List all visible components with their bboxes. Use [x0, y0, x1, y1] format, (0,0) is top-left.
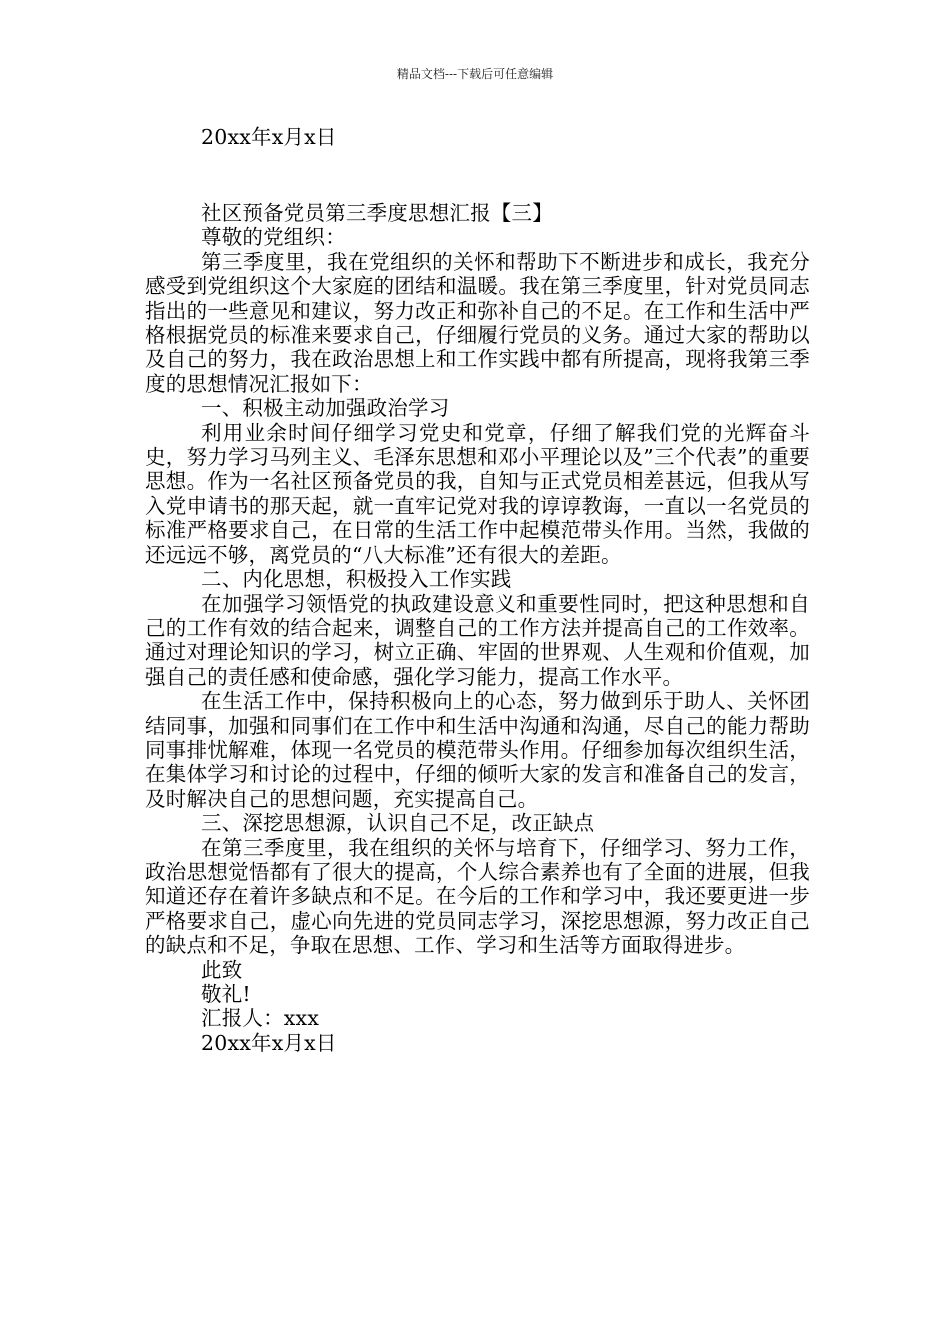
section-2-paragraph-1: 在加强学习领悟党的执政建设意义和重要性同时，把这种思想和自己的工作有效的结合起来，调整自己的工作方法并提高自己的工作效率。通过对理论知识的学习，树立正确、牢固的世界观、人生观和价值观，加强自己的责任感和使命感，强化学习能力，提高工作水平。: [145, 591, 810, 689]
report-title: 社区预备党员第三季度思想汇报【三】: [201, 201, 553, 225]
closing-cizhi: 此致: [201, 957, 243, 982]
intro-paragraph: 第三季度里，我在党组织的关怀和帮助下不断进步和成长，我充分感受到党组织这个大家庭的团结和温暖。我在第三季度里，针对党员同志指出的一些意见和建议，努力改正和弥补自己的不足。在工作和生活中严格根据党员的标准来要求自己，仔细履行党员的义务。通过大家的帮助以及自己的努力，我在政治思想上和工作实践中都有所提高，现将我第三季度的思想情况汇报如下：: [145, 249, 810, 396]
date-text: 20xx年x月x日: [201, 125, 337, 149]
reporter-signature: 汇报人：xxx: [201, 1006, 320, 1031]
top-date: [145, 125, 810, 149]
end-date: 20xx年x月x日: [201, 1030, 337, 1055]
closing-jingli: 敬礼!: [201, 982, 251, 1006]
section-heading-3: 三、深挖思想源，认识自己不足，改正缺点: [201, 811, 595, 836]
section-2-paragraph-2: 在生活工作中，保持积极向上的心态，努力做到乐于助人、关怀团结同事，加强和同事们在工作中和生活中沟通和沟通，尽自己的能力帮助同事排忧解难，体现一名党员的模范带头作用。仔细参加每次组织生活，在集体学习和讨论的过程中，仔细的倾听大家的发言和准备自己的发言，及时解决自己的思想问题，充实提高自己。: [145, 689, 810, 811]
section-3-paragraph: 在第三季度里，我在组织的关怀与培育下，仔细学习、努力工作，政治思想觉悟都有了很大的提高，个人综合素养也有了全面的进展，但我知道还存在着许多缺点和不足。在今后的工作和学习中，我还要更进一步严格要求自己，虚心向先进的党员同志学习，深挖思想源，努力改正自己的缺点和不足，争取在思想、工作、学习和生活等方面取得进步。: [145, 835, 810, 958]
section-heading-1: 一、积极主动加强政治学习: [201, 396, 450, 421]
salutation: 尊敬的党组织：: [201, 225, 346, 250]
report-body: [145, 201, 810, 1055]
section-heading-2: 二、内化思想，积极投入工作实践: [201, 567, 512, 592]
page-header-watermark: 精品文档---下载后可任意编辑: [396, 67, 554, 81]
section-1-paragraph: 利用业余时间仔细学习党史和党章，仔细了解我们党的光辉奋斗史，努力学习马列主义、毛泽东思想和邓小平理论以及”三个代表”的重要思想。作为一名社区预备党员的我，自知与正式党员相差甚远，但我从写入党申请书的那天起，就一直牢记党对我的谆谆教诲，一直以一名党员的标准严格要求自己，在日常的生活工作中起模范带头作用。当然，我做的还远远不够，离党员的“八大标准”还有很大的差距。: [145, 420, 810, 567]
